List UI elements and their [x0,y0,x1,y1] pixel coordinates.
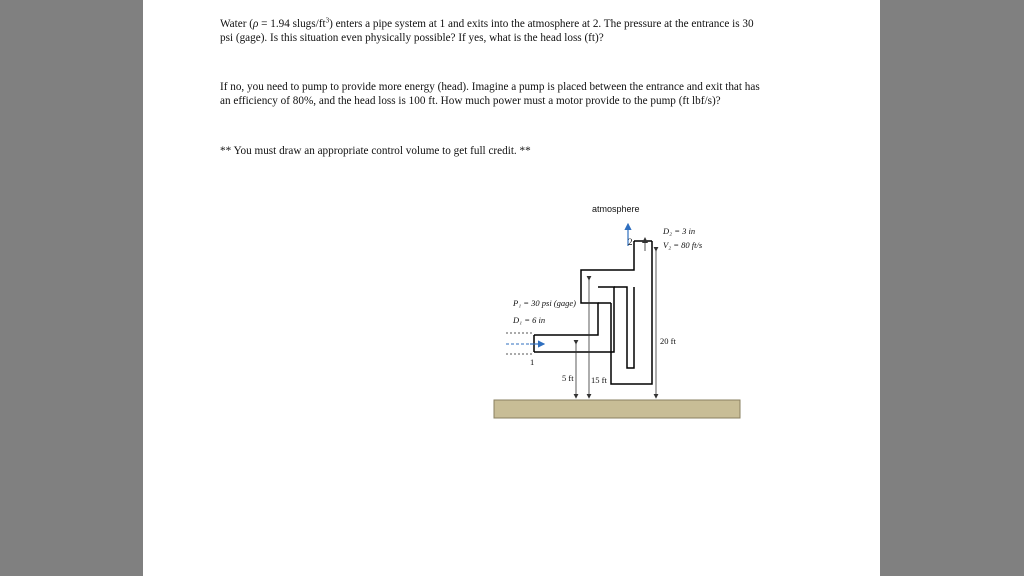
control-volume-note: ** You must draw an appropriate control volume to get full credit. ** [220,145,531,157]
question-paragraph-2: If no, you need to pump to provide more energy (head). Imagine a pump is placed between the entrance and exit that has an efficiency of 80%, and the head loss is 100 ft. How much power must a motor provide to the pump (ft lbf/s)? [220,81,760,107]
exit-point-label: 2 [628,237,633,247]
dim-5ft-label: 5 ft [562,373,574,383]
ground-block [494,400,740,418]
d1-label: D₁ = 6 in [513,315,546,325]
p1-label: P₁ = 30 psi (gage) [513,298,576,308]
atmosphere-label: atmosphere [592,204,640,214]
question-paragraph-1: Water (ρ = 1.94 slugs/$ft^3$) enters a pipe system at 1 and exits into the atmosphere at 2. The pressure at the entrance is 30 psi (gage). Is this situation even physically possible? If yes, what is the head loss (ft)? [220,16,754,44]
d2-label: D₂ = 3 in [663,226,696,236]
v2-label: V₂ = 80 ft/s [663,240,703,250]
entrance-point-label: 1 [530,357,535,367]
pipe [534,241,652,384]
dim-15ft-label: 15 ft [591,375,607,385]
dim-20ft-label: 20 ft [660,336,676,346]
